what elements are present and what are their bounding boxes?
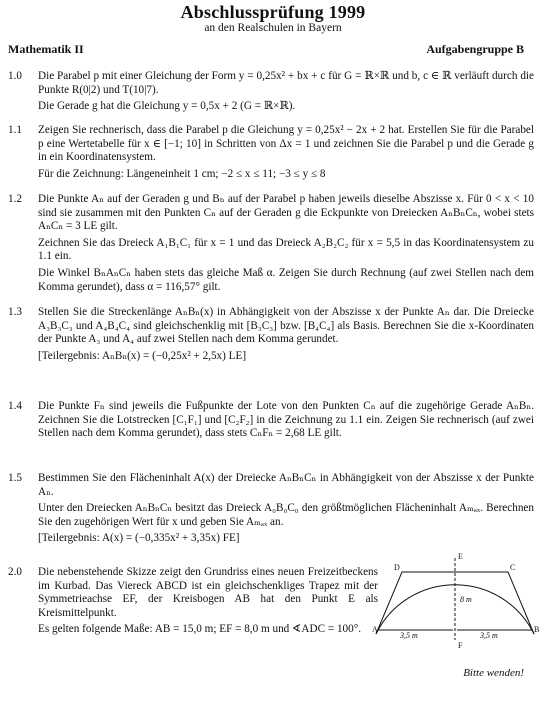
task-paragraph: Zeigen Sie rechnerisch, dass die Parabel p die Gleichung y = 0,25x² − 2x + 2 hat. Erstellen Sie für die Parabel p eine Wertetabelle für x ∈ [−1; 10] in Schritten von Δx = 1 und zeichnen Sie die Parabel p und die Gerade g in ein Koordinatensystem. [38,124,534,164]
point-label-a: A [372,625,378,634]
point-label-b: B [534,625,540,634]
task-paragraph: Es gelten folgende Maße: AB = 15,0 m; EF = 8,0 m und ∢ADC = 100°. [38,623,362,636]
task-number: 2.0 [8,566,22,578]
task-paragraph: Die Parabel p mit einer Gleichung der Form y = 0,25x² + bx + c für G = ℝ×ℝ und b, c ∈ ℝ verläuft durch die Punkte R(0|2) und T(10|7). [38,70,534,96]
task-paragraph: Die Punkte Fₙ sind jeweils die Fußpunkte der Lote von den Punkten Cₙ auf die zugehörige Gerade AₙBₙ. Zeichnen Sie die Lotstrecken [C₁F₁] und [C₂F₂] in die Zeichnung zu 1.1 ein. Zeigen Sie rechnerisch (auf zwei Stellen nach dem Komma gerundet), dass stets CₙFₙ = 2,68 LE gilt. [38,400,534,440]
point-label-f: F [458,641,463,650]
task-number: 1.0 [8,70,22,82]
dimension-label-right: 3,5 m [480,631,498,640]
task-paragraph: [Teilergebnis: A(x) = (−0,335x² + 3,35x) FE] [38,532,240,545]
turn-page-note: Bitte wenden! [463,667,524,679]
exam-title: Abschlussprüfung 1999 [180,2,366,22]
point-label-e: E [458,552,463,561]
task-body [38,124,534,184]
task-number: 1.1 [8,124,22,136]
task-paragraph: Die Punkte Aₙ auf der Geraden g und Bₙ auf der Parabel p haben jeweils dieselbe Abszisse x. Für 0 < x < 10 sind sie zusammen mit den Punkten Cₙ auf der Geraden g die Eckpunkte von Dreiecken AₙBₙCₙ, wobei stets AₙCₙ = 3 LE gilt. [38,193,534,233]
exam-subtitle: an den Realschulen in Bayern [204,22,342,34]
task-body [38,193,534,297]
task-number: 1.2 [8,193,22,205]
task-paragraph: Zeichnen Sie das Dreieck A₁B₁C₁ für x = 1 und das Dreieck A₂B₂C₂ für x = 5,5 in das Koordinatensystem zu 1.1 ein. [38,236,534,263]
dimension-label-ef: 8 m [460,595,472,604]
task-paragraph: Die nebenstehende Skizze zeigt den Grundriss eines neuen Freizeitbeckens im Kurbad. Das Viereck ABCD ist ein gleichschenkliges Trapez mit der Symmetrieachse EF, der Kreisbogen AB hat den Punkt E als Kreismittelpunkt. [38,566,378,619]
task-paragraph: Stellen Sie die Streckenlänge AₙBₙ(x) in Abhängigkeit von der Abszisse x der Punkte Aₙ dar. Die Dreiecke A₃B₃C₃ und A₄B₄C₄ sind gleichschenklig mit [B₃C₃] bzw. [B₄C₄] als Basis. Berechnen Sie die x-Koordinaten der Punkte A₃ und A₄ auf zwei Stellen nach dem Komma gerundet. [38,306,534,346]
dimension-label-left: 3,5 m [400,631,418,640]
task-paragraph: Die Gerade g hat die Gleichung y = 0,5x + 2 (G = ℝ×ℝ). [38,100,296,113]
task-paragraph: [Teilergebnis: AₙBₙ(x) = (−0,25x² + 2,5x) LE] [38,349,247,362]
subject-label: Mathematik II [8,42,84,56]
task-group-label: Aufgabengruppe B [426,42,524,56]
task-number: 1.4 [8,400,22,412]
task-paragraph: Die Winkel BₙAₙCₙ haben stets das gleiche Maß α. Zeigen Sie durch Rechnung (auf zwei Stellen nach dem Komma gerundet), dass α = 116,57° gilt. [38,266,534,293]
pool-sketch [372,552,538,660]
point-label-d: D [394,563,400,572]
task-body [38,70,534,117]
task-body [38,306,534,366]
task-number: 1.5 [8,472,22,484]
task-number: 1.3 [8,306,22,318]
task-body [38,472,534,549]
task-paragraph: Unter den Dreiecken AₙBₙCₙ besitzt das Dreieck A₀B₀C₀ den größtmöglichen Flächeninhalt Aₘₐₓ. Berechnen Sie den zugehörigen Wert für x und geben Sie Aₘₐₓ an. [38,502,534,528]
task-body [38,400,534,444]
point-label-c: C [510,563,516,572]
task-paragraph: Bestimmen Sie den Flächeninhalt A(x) der Dreiecke AₙBₙCₙ in Abhängigkeit von der Abszisse x der Punkte Aₙ. [38,472,534,498]
task-paragraph: Für die Zeichnung: Längeneinheit 1 cm; −2 ≤ x ≤ 11; −3 ≤ y ≤ 8 [38,167,326,180]
task-body [38,566,378,640]
